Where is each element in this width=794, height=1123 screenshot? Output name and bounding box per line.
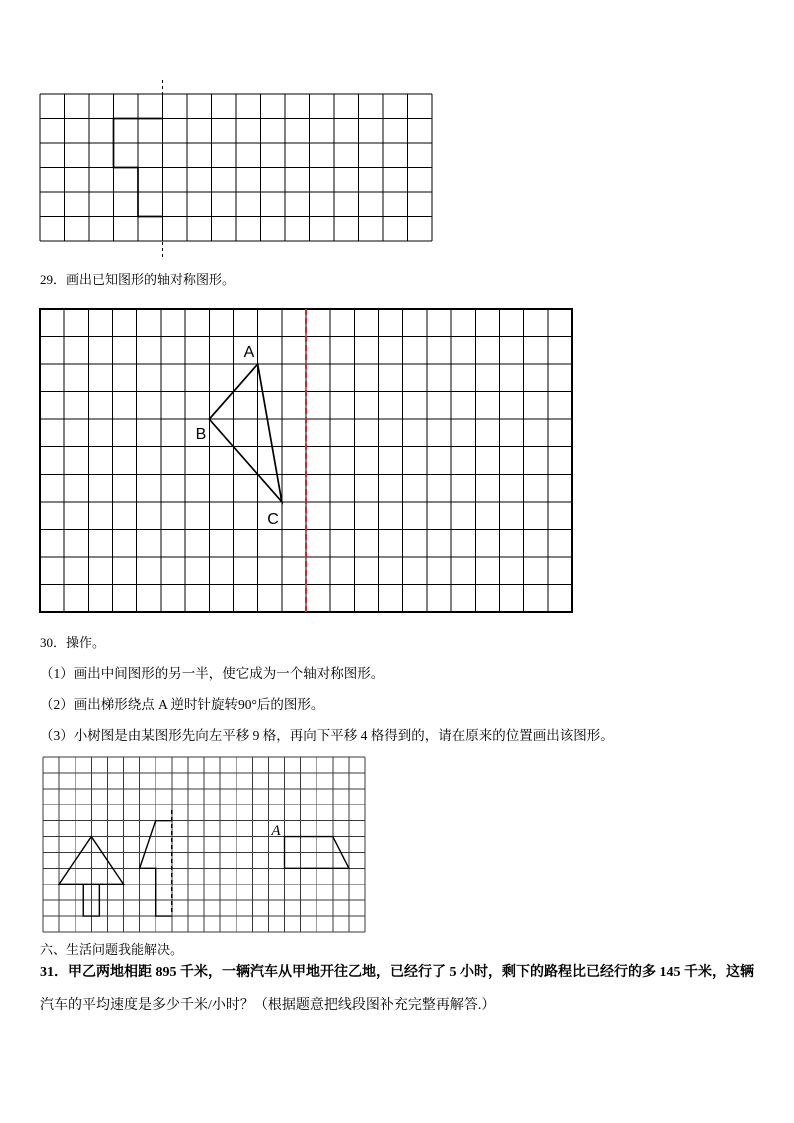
q30-trapezoid-label-a: A [271,823,281,839]
q28-grid [40,94,432,241]
q29-label-a: A [243,344,255,361]
q29-figure [40,309,572,612]
q29-label-b: B [195,426,207,443]
q30-part2: （2）画出梯形绕点 A 逆时针旋转90°后的图形。 [40,697,325,712]
q30-title: 30．操作。 [40,635,106,650]
q28-figure [40,80,432,258]
q30-part1: （1）画出中间图形的另一半，使它成为一个轴对称图形。 [40,666,385,681]
q31-line1: 31．甲乙两地相距 895 千米，一辆汽车从甲地开往乙地，已经行了 5 小时，剩下的路程比已经行的多 145 千米，这辆 [40,965,754,980]
q30-figure [43,757,365,932]
q31-line2: 汽车的平均速度是多少千米/小时？（根据题意把线段图补充完整再解答.） [40,998,496,1013]
q29-triangle [209,364,282,502]
q30-part3: （3）小树图是由某图形先向左平移 9 格，再向下平移 4 格得到的，请在原来的位置画出该图形。 [40,728,614,743]
q29-prompt: 29．画出已知图形的轴对称图形。 [40,272,236,287]
q30-grid [43,757,365,932]
section-6-heading: 六、生活问题我能解决。 [40,942,184,957]
q29-label-c: C [267,511,279,528]
